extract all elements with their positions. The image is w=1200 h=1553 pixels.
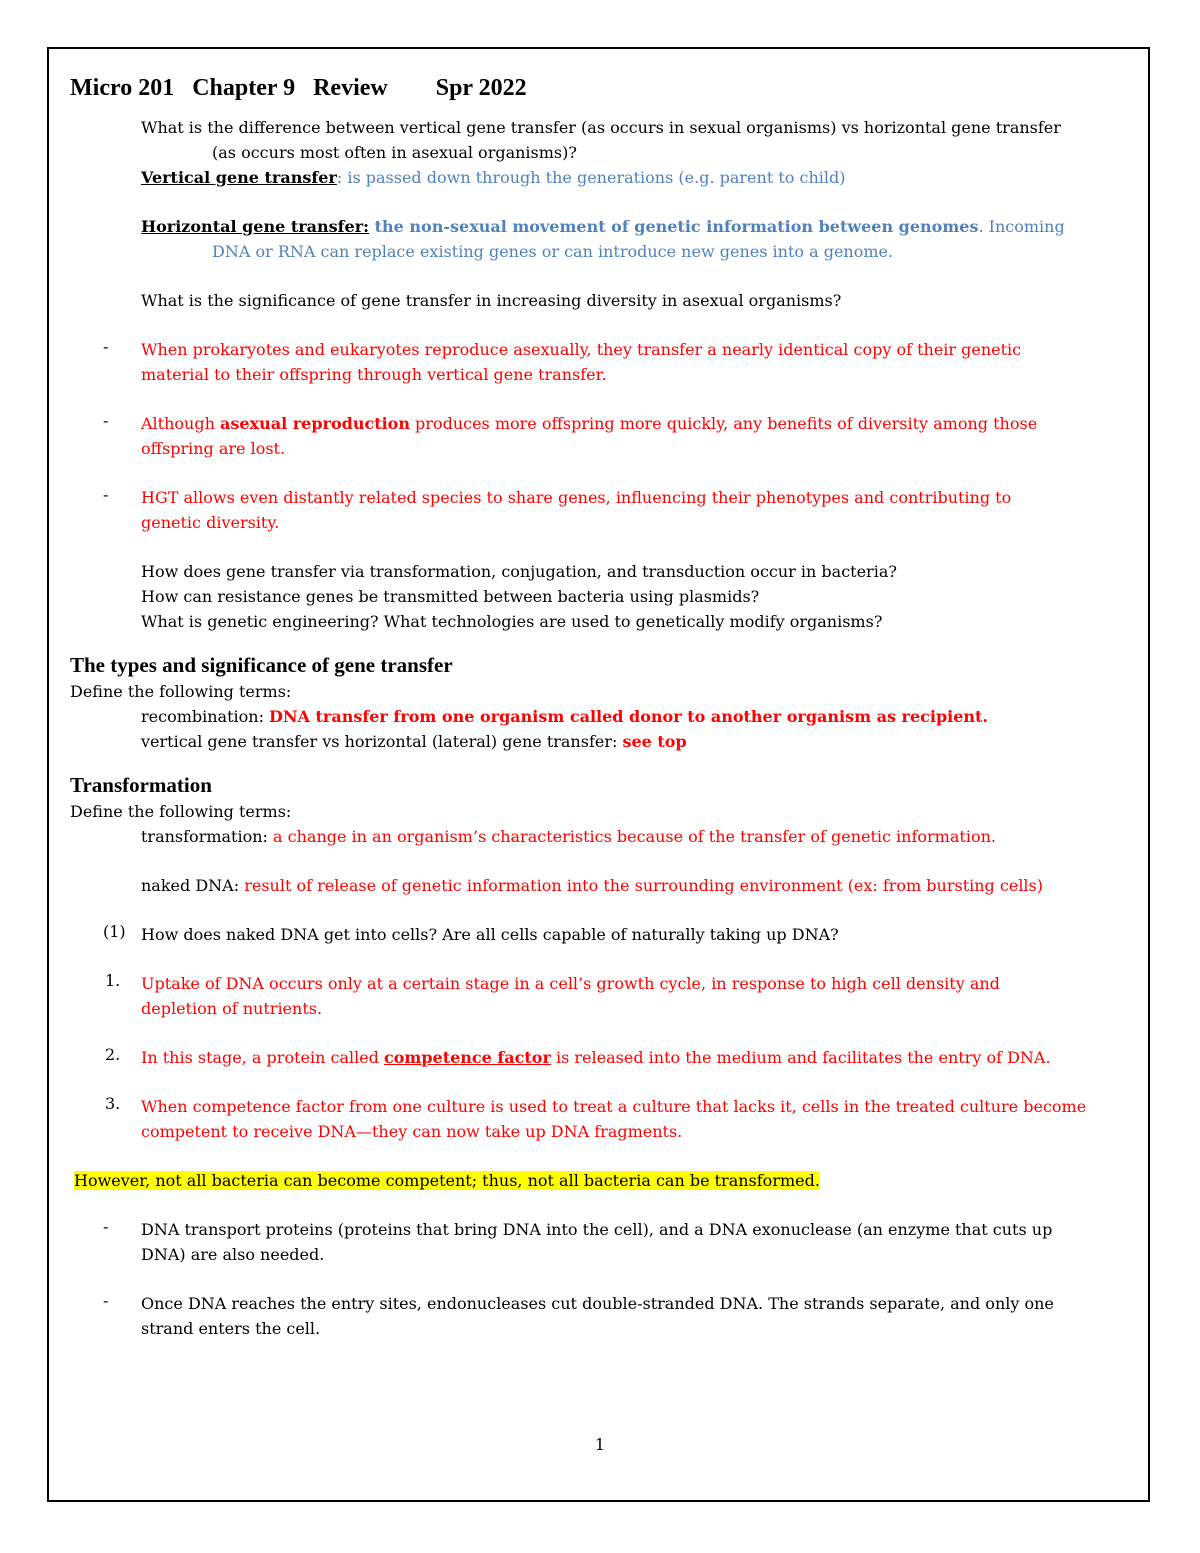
bullet-dash: -	[103, 411, 109, 430]
page-number: 1	[594, 1435, 606, 1454]
vertical-gene-transfer-definition: Vertical gene transfer: is passed down through the generations (e.g. parent to child)	[141, 168, 846, 187]
list-item: - When prokaryotes and eukaryotes reproduce asexually, they transfer a nearly identical copy of their genetic material to their offspring through vertical gene transfer.	[103, 337, 1022, 384]
competence-factor-term: competence factor	[384, 1048, 551, 1067]
asexual-reproduction-term: asexual reproduction	[219, 414, 410, 433]
bullet-dash: -	[103, 1291, 109, 1310]
highlighted-note: However, not all bacteria can become competent; thus, not all bacteria can be transformed.	[74, 1171, 820, 1190]
vertical-gene-transfer-term: Vertical gene transfer	[141, 168, 337, 187]
list-item: - Once DNA reaches the entry sites, endonucleases cut double-stranded DNA. The strands separate, and only one strand enters the cell.	[103, 1291, 1054, 1338]
document-body	[70, 72, 1135, 1341]
section-heading-types-significance: The types and significance of gene transfer	[70, 653, 453, 677]
question-genetic-engineering: What is genetic engineering? What technologies are used to genetically modify organisms?	[141, 612, 883, 631]
question-vertical-vs-horizontal-cont: (as occurs most often in asexual organisms)?	[212, 143, 577, 162]
vertical-horizontal-definition: vertical gene transfer vs horizontal (lateral) gene transfer: see top	[141, 732, 687, 751]
naked-dna-definition: naked DNA: result of release of genetic information into the surrounding environment (ex: from bursting cells)	[141, 876, 1043, 895]
bullet-dash: -	[103, 1217, 109, 1236]
define-terms-label: Define the following terms:	[70, 802, 292, 821]
bullet-dash: -	[103, 337, 109, 356]
horizontal-gene-transfer-definition-cont: DNA or RNA can replace existing genes or can introduce new genes into a genome.	[212, 242, 894, 261]
question-naked-dna: (1) How does naked DNA get into cells? Are all cells capable of naturally taking up DNA?	[103, 922, 839, 944]
recombination-definition: recombination: DNA transfer from one organism called donor to another organism as recipient.	[141, 707, 988, 726]
horizontal-gene-transfer-term: Horizontal gene transfer:	[141, 217, 370, 236]
define-terms-label: Define the following terms:	[70, 682, 292, 701]
list-item: - DNA transport proteins (proteins that bring DNA into the cell), and a DNA exonuclease (an enzyme that cuts up DNA) are also needed.	[103, 1217, 1053, 1264]
bullet-dash: -	[103, 485, 109, 504]
question-gene-transfer-mechanisms: How does gene transfer via transformation, conjugation, and transduction occur in bacteria?	[141, 562, 897, 581]
list-item: 1. Uptake of DNA occurs only at a certain stage in a cell’s growth cycle, in response to high cell density and depletion of nutrients.	[105, 971, 1000, 1018]
question-vertical-vs-horizontal: What is the difference between vertical gene transfer (as occurs in sexual organisms) vs horizontal gene transfer	[141, 118, 1061, 137]
question-resistance-plasmids: How can resistance genes be transmitted between bacteria using plasmids?	[141, 587, 760, 606]
transformation-definition: transformation: a change in an organism’s characteristics because of the transfer of genetic information.	[141, 827, 996, 846]
list-item: - Although asexual reproduction produces more offspring more quickly, any benefits of diversity among those offspring are lost.	[103, 411, 1038, 458]
list-item: 3. When competence factor from one culture is used to treat a culture that lacks it, cells in the treated culture become competent to receive DNA—they can now take up DNA fragments.	[105, 1094, 1087, 1141]
list-item: - HGT allows even distantly related species to share genes, influencing their phenotypes and contributing to genetic diversity.	[103, 485, 1012, 532]
section-heading-transformation: Transformation	[70, 773, 212, 797]
document-title: Micro 201 Chapter 9 Review Spr 2022	[70, 75, 527, 101]
horizontal-gene-transfer-definition: Horizontal gene transfer: the non-sexual movement of genetic information between genomes. Incoming	[141, 217, 1065, 236]
list-item: 2. In this stage, a protein called competence factor is released into the medium and facilitates the entry of DNA.	[105, 1045, 1051, 1067]
question-significance: What is the significance of gene transfer in increasing diversity in asexual organisms?	[141, 291, 842, 310]
